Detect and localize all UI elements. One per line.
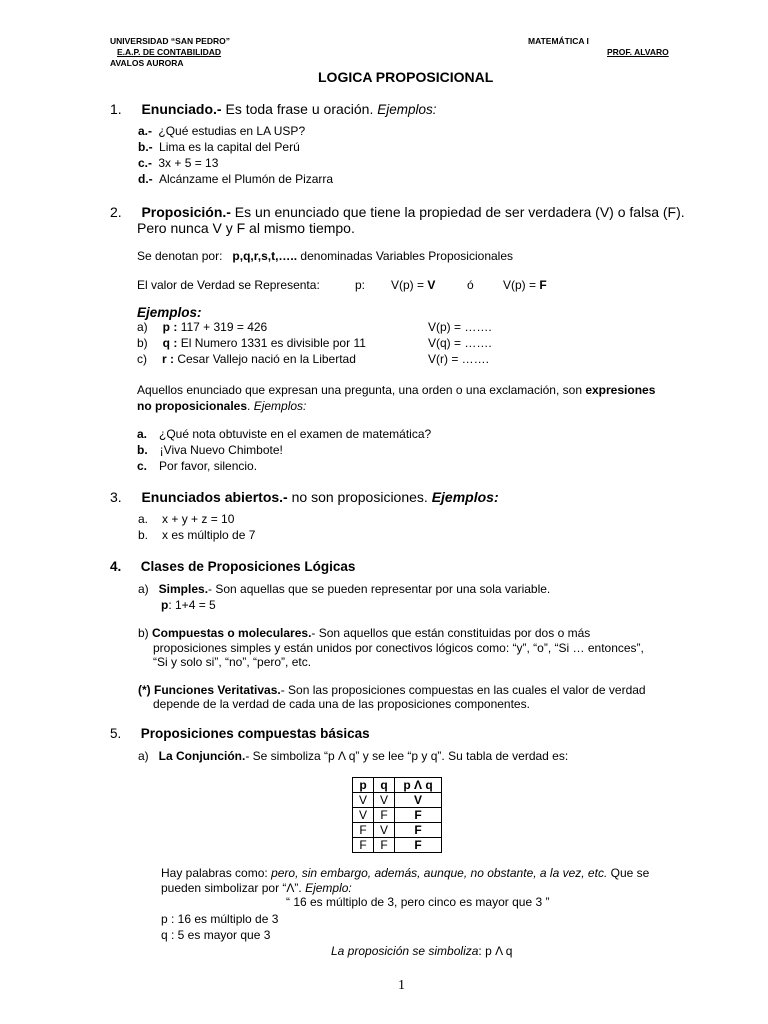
table-header-row [353,778,442,793]
p-definition: p : 16 es múltiplo de 3 [161,912,279,926]
connective-words-line1: Hay palabras como: pero, sin embargo, además, aunque, no obstante, a la vez, etc. Que se [161,866,650,880]
header-course: MATEMÁTICA I [528,36,589,46]
header-school: E.A.P. DE CONTABILIDAD [117,47,222,57]
table-cell: V [395,793,442,808]
non-propositional-line2: no proposicionales. Ejemplos: [137,399,307,413]
table-header: p [353,778,374,793]
section-number: 1. [110,101,122,117]
table-cell: F [353,838,374,853]
section-number: 4. [110,559,122,574]
section-title: Proposiciones compuestas básicas [140,726,370,741]
header-surname: AVALOS AURORA [110,58,184,68]
truth-value-p: p: [355,278,366,292]
example-quote: “ 16 es múltiplo de 3, pero cinco es mayor que 3 ” [286,895,550,909]
subsection-truth-functions: (*) Funciones Veritativas.- Son las proposiciones compuestas en las cuales el valor de verdad [138,683,646,697]
table-cell: F [395,823,442,838]
section-number: 3. [110,489,122,505]
section-definition: Es toda frase u oración. [221,101,378,117]
list-item: a. x + y + z = 10 [138,512,235,526]
header-university: UNIVERSIDAD “SAN PEDRO” [110,36,230,46]
section-term: Enunciados abiertos.- [141,489,288,505]
example-value: V(r) = ……. [428,352,490,366]
non-propositional-line1: Aquellos enunciado que expresan una pregunta, una orden o una exclamación, son expresiones [137,383,656,397]
list-item: d.- Alcánzame el Plumón de Pizarra [138,172,334,186]
examples-label: Ejemplos: [431,489,499,505]
symbolization-line: La proposición se simboliza: p Λ q [331,944,513,958]
section-definition-cont: Pero nunca V y F al mismo tiempo. [137,220,355,236]
example-value: V(p) = ……. [428,320,492,334]
table-header: p Λ q [395,778,442,793]
page-number: 1 [398,978,405,993]
table-cell: F [353,823,374,838]
list-item: b. x es múltiplo de 7 [138,528,256,542]
truth-value-label: El valor de Verdad se Representa: [137,278,320,292]
table-cell: F [395,838,442,853]
example-row: c) r : Cesar Vallejo nació en la Libertad [137,352,356,366]
section-1-heading [110,101,437,117]
section-definition: Es un enunciado que tiene la propiedad de ser verdadera (V) o falsa (F). [230,204,685,220]
table-cell: V [353,808,374,823]
examples-label: Ejemplos: [377,102,437,117]
example-row: a) p : 117 + 319 = 426 [137,320,268,334]
section-definition: no son proposiciones. [287,489,432,505]
table-cell: V [353,793,374,808]
connective-words-line2: pueden simbolizar por “Λ”. Ejemplo: [161,881,352,895]
truth-functions-cont: depende de la verdad de cada una de las proposiciones componentes. [153,697,530,711]
section-number: 5. [110,726,122,741]
section-term: Proposición.- [141,204,231,220]
subsection-simple: a) Simples.- Son aquellas que se pueden representar por una sola variable. [138,582,551,596]
section-3-heading [110,489,499,505]
compound-definition-cont: proposiciones simples y están unidos por conectivos lógicos como: “y”, “o”, “Si … entonces”, [153,641,644,655]
truth-value-or: ó [467,278,474,292]
list-item: c. Por favor, silencio. [137,459,258,473]
table-row [353,793,442,808]
page-title: LOGICA PROPOSICIONAL [318,69,494,85]
table-cell: F [374,808,395,823]
compound-definition-cont: “Si y solo si”, “no”, “pero”, etc. [153,655,312,669]
list-item: c.- 3x + 5 = 13 [138,156,219,170]
table-row [353,838,442,853]
truth-table [352,777,442,853]
header-professor: PROF. ALVARO [607,47,669,57]
truth-value-true: V(p) = V [391,278,436,292]
table-cell: V [374,823,395,838]
examples-label: Ejemplos: [137,305,202,320]
q-definition: q : 5 es mayor que 3 [161,928,271,942]
example-value: V(q) = ……. [428,336,492,350]
table-cell: V [374,793,395,808]
table-row [353,808,442,823]
subsection-conjunction: a) La Conjunción.- Se simboliza “p Λ q” y se lee “p y q”. Su tabla de verdad es: [138,749,569,763]
section-2-heading [110,204,685,220]
simple-example: p: 1+4 = 5 [161,598,216,612]
section-number: 2. [110,204,122,220]
variables-line: Se denotan por: p,q,r,s,t,….. denominadas Variables Proposicionales [137,249,513,263]
table-row [353,823,442,838]
truth-value-false: V(p) = F [503,278,547,292]
list-item: b. ¡Viva Nuevo Chimbote! [137,443,283,457]
example-row: b) q : El Numero 1331 es divisible por 11 [137,336,366,350]
section-5-heading [110,726,370,741]
table-cell: F [374,838,395,853]
list-item: a. ¿Qué nota obtuviste en el examen de matemática? [137,427,432,441]
section-title: Clases de Proposiciones Lógicas [140,559,356,574]
list-item: b.- Lima es la capital del Perú [138,140,300,154]
section-4-heading [110,559,355,574]
table-header: q [374,778,395,793]
list-item: a.- ¿Qué estudias en LA USP? [138,124,306,138]
table-cell: F [395,808,442,823]
section-term: Enunciado.- [141,101,222,117]
subsection-compound: b) Compuestas o moleculares.- Son aquellos que están constituidas por dos o más [138,626,591,640]
